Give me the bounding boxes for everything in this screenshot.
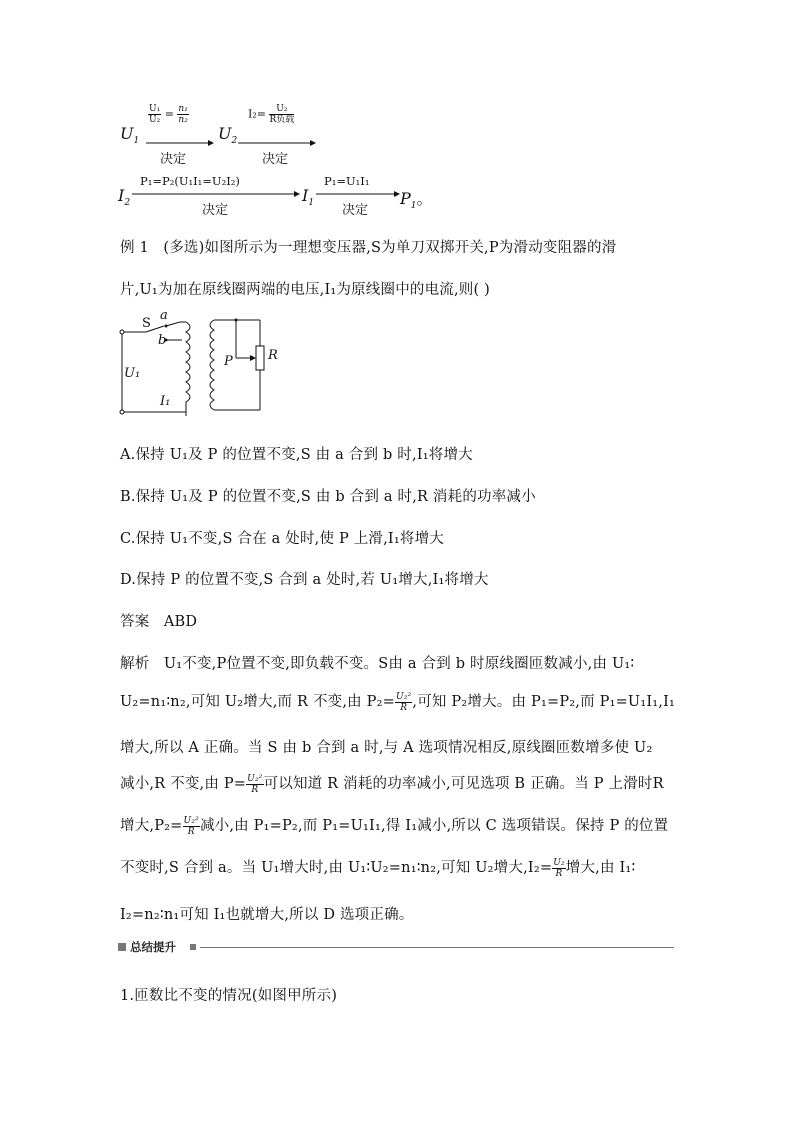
- option-a: A.保持 U₁及 P 的位置不变,S 由 a 合到 b 时,I₁将增大: [120, 447, 473, 463]
- option-b: B.保持 U₁及 P 的位置不变,S 由 b 合到 a 时,R 消耗的功率减小: [120, 489, 536, 505]
- example-line-1: 例 1 (多选)如图所示为一理想变压器,S为单刀双掷开关,P为滑动变阻器的滑: [120, 240, 617, 256]
- summary-header: [118, 940, 674, 954]
- arrow-1-condition: $\frac{\text{U₁}}{\text{U₂}}$ = $\frac{\text{n₁}}{\text{n₂}}$: [149, 104, 188, 125]
- flow-arrow-1: [146, 102, 214, 167]
- circuit-label-r: R: [268, 348, 278, 363]
- answer-line: [120, 610, 197, 631]
- option-d: D.保持 P 的位置不变,S 合到 a 处时,若 U₁增大,I₁将增大: [120, 572, 489, 588]
- flow-arrow-3: [132, 172, 300, 216]
- circuit-label-p: P: [224, 354, 233, 369]
- circuit-label-b: b: [158, 333, 167, 348]
- summary-divider: [200, 947, 674, 948]
- circuit-label-a: a: [160, 308, 168, 323]
- answer-label: 答案: [120, 614, 150, 630]
- arrow-4-condition: P₁=U₁I₁: [324, 174, 370, 188]
- analysis-line-6: 不变时,S 合到 a。当 U₁增大时,由 U₁∶U₂=n₁∶n₂,可知 U₂增大,I₂= $\frac{\text{U₂}}{R}$ 增大,由 I₁∶: [120, 857, 636, 879]
- transformer-circuit-figure: [110, 308, 280, 420]
- arrow-1-decide: 决定: [160, 152, 187, 167]
- arrow-3-decide: 决定: [202, 203, 229, 218]
- analysis-line-1: 解析 U₁不变,P位置不变,即负载不变。S由 a 合到 b 时原线圈匝数减小,由 U₁∶: [120, 656, 635, 672]
- circuit-label-i1: I₁: [160, 394, 171, 409]
- example-label: 例 1: [120, 240, 149, 256]
- analysis-line-2: U₂=n₁∶n₂,可知 U₂增大,而 R 不变,由 P₂= $\frac{\text{U₂²}}{R}$ ,可知 P₂增大。由 P₁=P₂,而 P₁=U₁I₁,I₁: [120, 691, 676, 713]
- summary-square-icon: [118, 943, 126, 951]
- arrow-4-decide: 决定: [342, 203, 369, 218]
- flow-u1: $U_1$: [120, 124, 140, 147]
- section-heading: 1.匝数比不变的情况(如图甲所示): [120, 988, 338, 1004]
- analysis-line-5: 增大,P₂= $\frac{\text{U₂²}}{R}$ 减小,由 P₁=P₂,而 P₁=U₁I₁,得 I₁减小,所以 C 选项错误。保持 P 的位置: [120, 815, 669, 837]
- arrow-2-decide: 决定: [262, 152, 289, 167]
- circuit-label-s: S: [142, 316, 151, 331]
- circuit-label-u1: U₁: [124, 366, 141, 381]
- summary-bar-square-icon: [190, 944, 196, 950]
- analysis-label: 解析: [120, 656, 150, 672]
- analysis-line-4: 减小,R 不变,由 P= $\frac{\text{U₂²}}{R}$ 可以知道 R 消耗的功率减小,可见选项 B 正确。当 P 上滑时R: [120, 773, 664, 795]
- analysis-line-7: I₂=n₂∶n₁可知 I₁也就增大,所以 D 选项正确。: [120, 907, 414, 923]
- arrow-4-line: [316, 190, 400, 198]
- arrow-2-condition: I₂= $\frac{\text{U₂}}{\text{R负载}}$: [248, 104, 295, 125]
- analysis-line-3: 增大,所以 A 正确。当 S 由 b 合到 a 时,与 A 选项情况相反,原线圈匝数增多使 U₂: [120, 740, 653, 756]
- arrow-3-line: [132, 190, 300, 198]
- option-c: C.保持 U₁不变,S 合在 a 处时,使 P 上滑,I₁将增大: [120, 531, 444, 547]
- flow-u2: $U_2$: [218, 124, 238, 147]
- flow-i1: $I_1$: [302, 186, 315, 209]
- flow-arrow-2: [238, 102, 316, 167]
- flow-arrow-4: [316, 172, 400, 216]
- answer-value: ABD: [163, 614, 198, 630]
- arrow-1-line: [146, 139, 214, 147]
- arrow-3-condition: P₁=P₂(U₁I₁=U₂I₂): [140, 174, 240, 188]
- flow-p1: $P_1$。: [400, 189, 433, 212]
- arrow-2-line: [238, 139, 316, 147]
- example-line-2: 片,U₁为加在原线圈两端的电压,I₁为原线圈中的电流,则( ): [120, 282, 491, 298]
- summary-title: 总结提升: [130, 940, 176, 954]
- flow-i2: $I_2$: [118, 186, 131, 209]
